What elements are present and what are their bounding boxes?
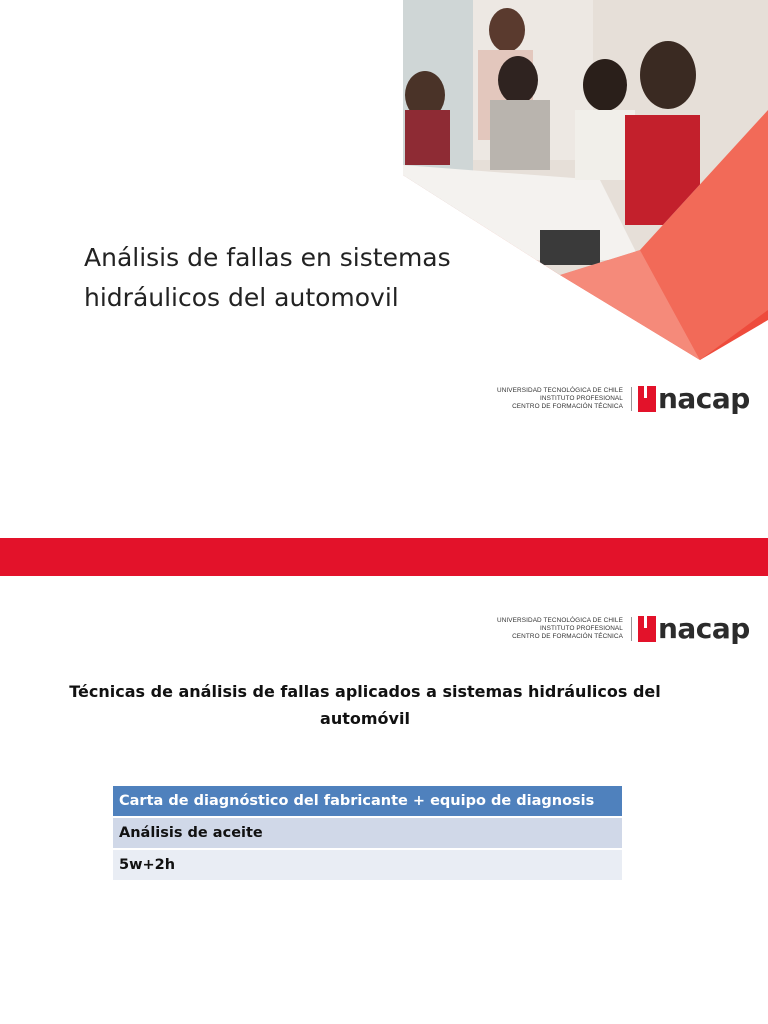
- inacap-logo: [497, 612, 750, 646]
- table-row: Análisis de aceite: [113, 818, 622, 848]
- logo-tagline: [497, 387, 632, 411]
- logo-line: CENTRO DE FORMACIÓN TÉCNICA: [512, 633, 623, 640]
- logo-line: CENTRO DE FORMACIÓN TÉCNICA: [512, 403, 623, 410]
- logo-red-square-icon: [638, 616, 656, 642]
- logo-line: INSTITUTO PROFESIONAL: [540, 625, 623, 632]
- slide-subtitle: Técnicas de análisis de fallas aplicados a sistemas hidráulicos del automóvil: [69, 682, 661, 728]
- logo-line: INSTITUTO PROFESIONAL: [540, 395, 623, 402]
- table-row: 5w+2h: [113, 850, 622, 880]
- logo-line: UNIVERSIDAD TECNOLÓGICA DE CHILE: [497, 617, 623, 624]
- logo-mark: [638, 382, 750, 415]
- logo-line: UNIVERSIDAD TECNOLÓGICA DE CHILE: [497, 387, 623, 394]
- logo-red-square-icon: [638, 386, 656, 412]
- logo-tagline: [497, 617, 632, 641]
- slide-title: Análisis de fallas en sistemas hidráulicos del automovil: [84, 243, 451, 312]
- logo-wordmark: nacap: [657, 612, 750, 645]
- table-header-row: Carta de diagnóstico del fabricante + equipo de diagnosis: [113, 786, 622, 816]
- logo-wordmark: nacap: [657, 382, 750, 415]
- inacap-logo: [497, 382, 750, 416]
- logo-mark: [638, 612, 750, 645]
- slide-divider-bar: [0, 538, 768, 576]
- techniques-table: [113, 786, 622, 882]
